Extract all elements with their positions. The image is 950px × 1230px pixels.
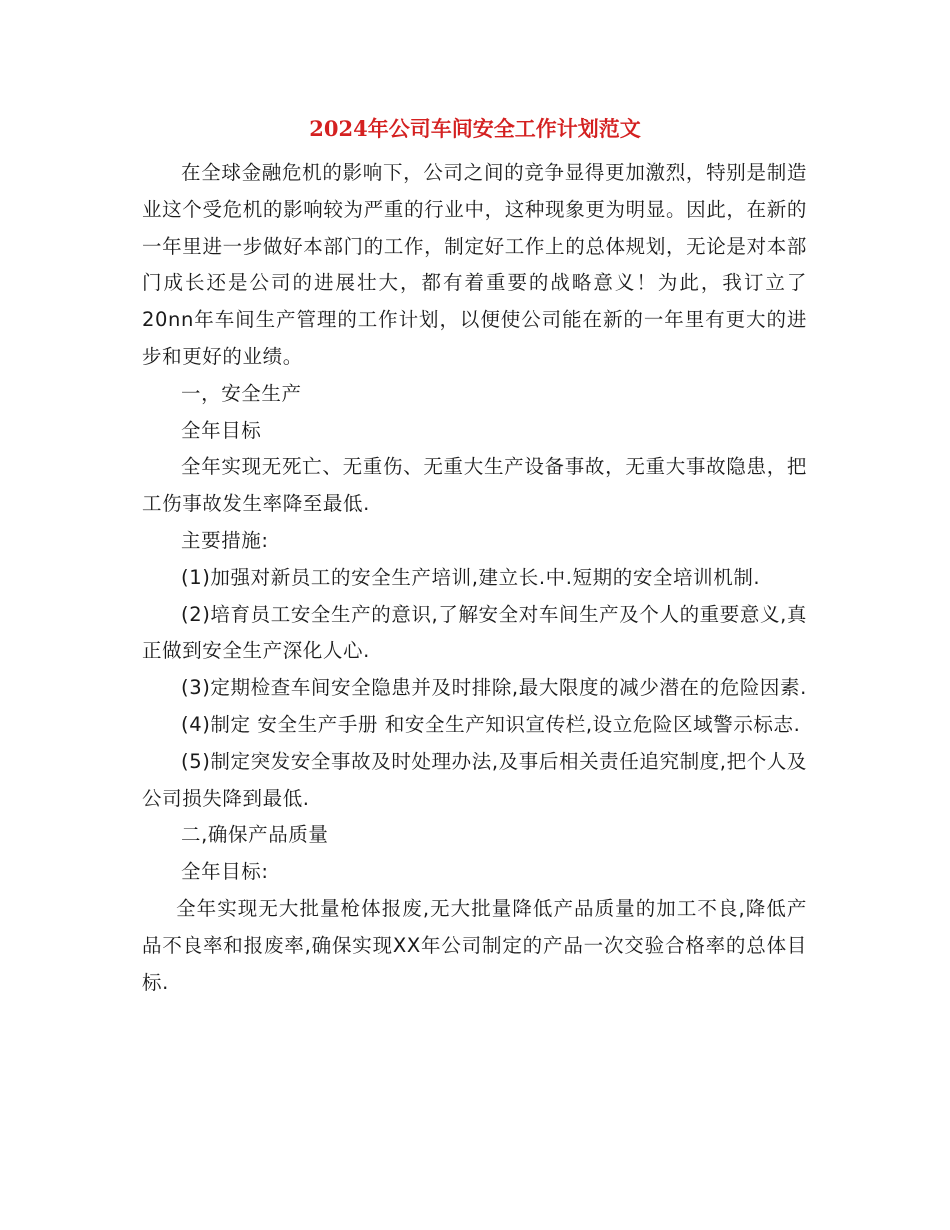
section-heading-quality: 二,确保产品质量 — [181, 823, 329, 847]
paragraph-safety-goal: 全年实现无死亡、无重伤、无重大生产设备事故，无重大事故隐患，把工伤事故发生率降至最低. — [142, 455, 807, 516]
list-item-measure-1: (1)加强对新员工的安全生产培训,建立长.中.短期的安全培训机制. — [181, 565, 761, 589]
list-item-measure-3: (3)定期检查车间安全隐患并及时排除,最大限度的减少潜在的危险因素. — [181, 676, 807, 700]
section-heading-safety: 一，安全生产 — [181, 381, 302, 405]
paragraph-intro: 在全球金融危机的影响下，公司之间的竞争显得更加激烈，特别是制造业这个受危机的影响较为严重的行业中，这种现象更为明显。因此，在新的一年里进一步做好本部门的工作，制定好工作上的总体规划，无论是对本部门成长还是公司的进展壮大，都有着重要的战略意义！为此，我订立了20nn年车间生产管理的工作计划，以便使公司能在新的一年里有更大的进步和更好的业绩。 — [142, 161, 807, 368]
document-title: 2024年公司车间安全工作计划范文 — [309, 116, 641, 141]
document-body — [142, 155, 807, 1001]
subheading-quality-goal: 全年目标: — [181, 860, 269, 884]
subheading-main-measures: 主要措施: — [181, 528, 269, 552]
list-item-measure-2: (2)培育员工安全生产的意识,了解安全对车间生产及个人的重要意义,真正做到安全生产深化人心. — [142, 602, 807, 663]
list-item-measure-4: (4)制定 安全生产手册 和安全生产知识宣传栏,设立危险区域警示标志. — [181, 712, 801, 736]
subheading-annual-goal: 全年目标 — [181, 418, 262, 442]
paragraph-quality-goal: 全年实现无大批量枪体报废,无大批量降低产品质量的加工不良,降低产品不良率和报废率,确保实现XX年公司制定的产品一次交验合格率的总体目标. — [142, 896, 807, 994]
list-item-measure-5: (5)制定突发安全事故及时处理办法,及事后相关责任追究制度,把个人及公司损失降到最低. — [142, 749, 807, 810]
